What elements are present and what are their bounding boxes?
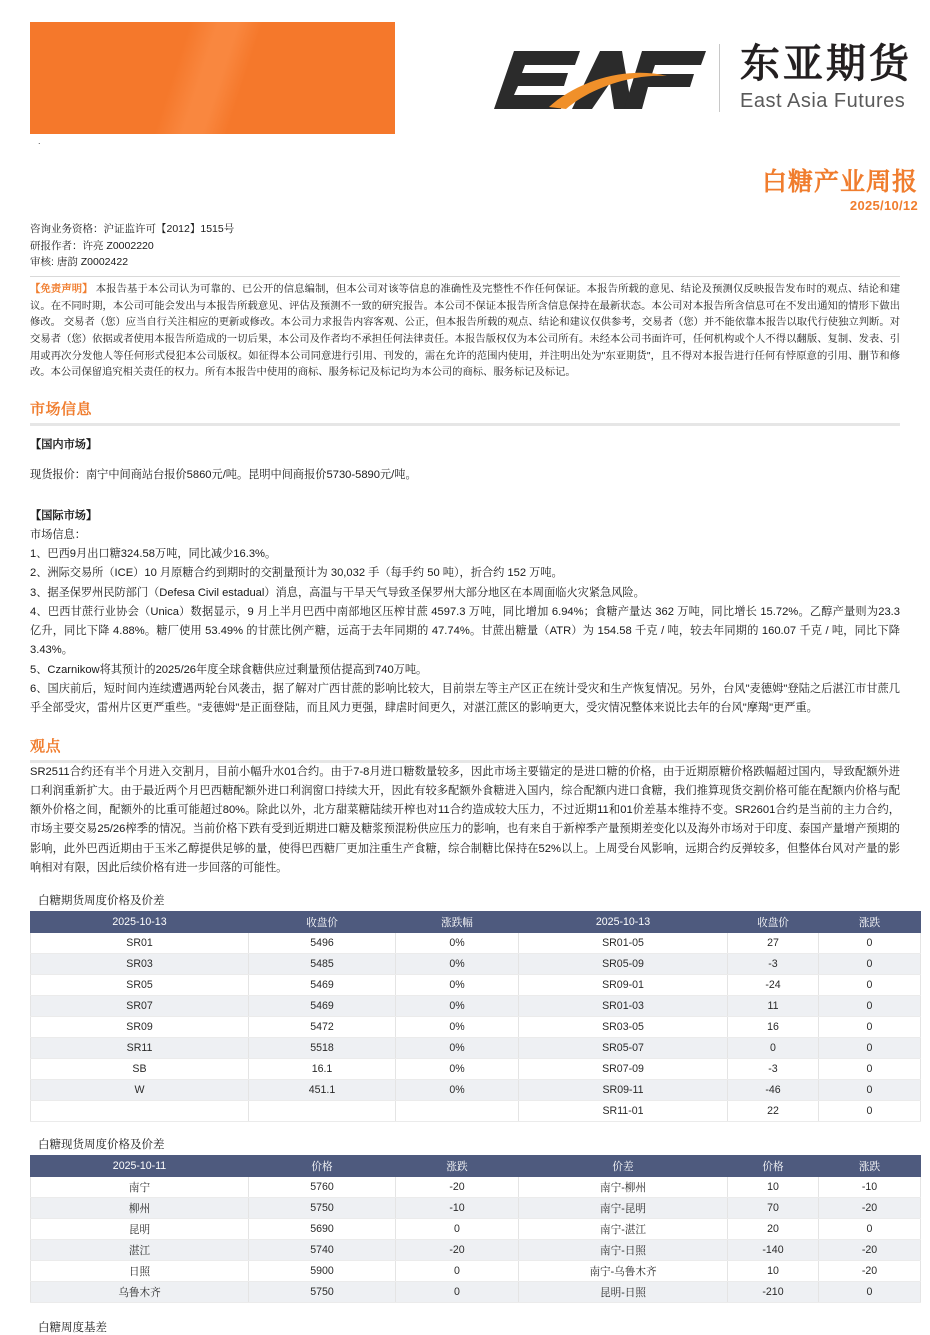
cell: W <box>31 1080 249 1101</box>
cell: 0% <box>396 1038 519 1059</box>
cell: SR05-09 <box>519 954 728 975</box>
stray-punctuation-mark: . <box>38 136 41 146</box>
viewpoint-body <box>30 763 900 879</box>
eaf-logo-icon <box>492 39 707 117</box>
cell: 柳州 <box>31 1198 249 1219</box>
cell <box>31 1101 249 1122</box>
cell: 10 <box>728 1177 819 1198</box>
viewpoint-text: SR2511合约还有半个月进入交割月，目前小幅升水01合约。由于7-8月进口糖数量较多，因此市场主要锚定的是进口糖的价格，由于近期原糖价格跌幅超过国内，导致配额外进口利润重新扩大。由于最近两个月巴西糖配额外进口利润窗口持续大开，因此有较多配额外食糖进入国内，综合配额内进口食糖，我们推算现货交割价格可能在配额内价格与配额外价格之间，配额外的比重可能超过80%。除此以外，北方甜菜糖陆续开榨也对11合约造成较大压力，不过近期11和01价差基本维持不变。SR2601合约是当前的主力合约，市场主要交易25/26榨季的情况。当前价格下跌有受到近期进口糖及糖浆预混粉供应压力的影响，也有来自于新榨季产量预期差变化以及海外市场对于印度、泰国产量增产预期的影响，此外巴西近期由于玉米乙醇提供足够的量，使得巴西糖厂更加注重生产食糖，综合制糖比保持在52%以上。上周受台风影响，远期合约反弹较多，但整体台风对产量的影响相对有限，因此后续价格有进一步回落的可能性。 <box>30 765 900 874</box>
cell: -3 <box>728 954 819 975</box>
col-header: 2025-10-13 <box>31 912 249 933</box>
cell: 0% <box>396 1080 519 1101</box>
cell: -10 <box>819 1177 921 1198</box>
cell: 16 <box>728 1017 819 1038</box>
cell: -140 <box>728 1240 819 1261</box>
cell <box>396 1101 519 1122</box>
table-row <box>31 1261 921 1282</box>
section-title-market-info: 市场信息 <box>30 400 93 419</box>
cell: 0 <box>819 954 921 975</box>
basis-section-caption: 白糖周度基差 <box>38 1322 107 1335</box>
cell: 20 <box>728 1219 819 1240</box>
cell: 昆明-日照 <box>519 1282 728 1303</box>
col-header: 涨跌幅 <box>396 912 519 933</box>
qualification-line: 咨询业务资格：沪证监许可【2012】1515号 <box>30 223 235 236</box>
cell: 南宁-昆明 <box>519 1198 728 1219</box>
cell: -210 <box>728 1282 819 1303</box>
market-item: 6、国庆前后，短时间内连续遭遇两轮台风袭击，据了解对广西甘蔗的影响比较大，目前崇左等主产区正在统计受灾和生产恢复情况。另外，台风"麦德姆"登陆之后湛江市甘蔗几乎全部受灾，雷州片区更严重些。"麦德姆"是正面登陆，而且风力更强，肆虐时间更久，对湛江蔗区的影响更大，受灾情况整体来说比去年的台风"摩羯"更严重。 <box>30 683 900 715</box>
table-row <box>31 954 921 975</box>
brand-logo <box>395 22 920 134</box>
table-row <box>31 1059 921 1080</box>
cell: 0% <box>396 954 519 975</box>
spot-table-caption: 白糖现货周度价格及价差 <box>38 1139 165 1152</box>
cell: 0 <box>819 933 921 954</box>
page-title: 白糖产业周报 <box>761 167 918 196</box>
col-header: 涨跌 <box>819 1156 921 1177</box>
cell: -20 <box>396 1177 519 1198</box>
cell: 0 <box>819 1282 921 1303</box>
table-row <box>31 1177 921 1198</box>
cell: SR07-09 <box>519 1059 728 1080</box>
spot-price-table <box>30 1155 921 1303</box>
cell: 0% <box>396 1059 519 1080</box>
cell: 27 <box>728 933 819 954</box>
table-row <box>31 1282 921 1303</box>
cell: -24 <box>728 975 819 996</box>
cell: 0 <box>819 1219 921 1240</box>
cell: 0 <box>396 1261 519 1282</box>
cell: -46 <box>728 1080 819 1101</box>
cell: 湛江 <box>31 1240 249 1261</box>
cell: 0 <box>819 1017 921 1038</box>
cell: 0% <box>396 975 519 996</box>
reviewer-line: 审核: 唐韵 Z0002422 <box>30 255 129 268</box>
cell: -20 <box>819 1240 921 1261</box>
table-row <box>31 1080 921 1101</box>
cell: 5760 <box>249 1177 396 1198</box>
cell: 451.1 <box>249 1080 396 1101</box>
market-item: 3、据圣保罗州民防部门（Defesa Civil estadual）消息，高温与干旱天气导致圣保罗州大部分地区在本周面临火灾紧急风险。 <box>30 586 645 599</box>
cell: SR01-05 <box>519 933 728 954</box>
cell: 5496 <box>249 933 396 954</box>
cell: SR05 <box>31 975 249 996</box>
cell: 0% <box>396 1017 519 1038</box>
table-row <box>31 975 921 996</box>
table-row <box>31 1038 921 1059</box>
col-header: 收盘价 <box>728 912 819 933</box>
cell: 5900 <box>249 1261 396 1282</box>
cell: SR11 <box>31 1038 249 1059</box>
cell: 0 <box>819 1080 921 1101</box>
cell: 5690 <box>249 1219 396 1240</box>
cell: 5750 <box>249 1198 396 1219</box>
cell: 11 <box>728 996 819 1017</box>
col-header: 价差 <box>519 1156 728 1177</box>
brand-name-cn: 东亚期货 <box>740 41 912 88</box>
domestic-market-label: 【国内市场】 <box>30 439 98 452</box>
cell: 5518 <box>249 1038 396 1059</box>
domestic-market-text: 现货报价：南宁中间商站台报价5860元/吨。昆明中间商报价5730-5890元/吨。 <box>30 469 417 482</box>
cell <box>249 1101 396 1122</box>
cell: 南宁-日照 <box>519 1240 728 1261</box>
table-row <box>31 933 921 954</box>
table-header-row <box>31 1156 921 1177</box>
futures-table-caption: 白糖期货周度价格及价差 <box>38 895 165 908</box>
cell: 5469 <box>249 996 396 1017</box>
cell: -10 <box>396 1198 519 1219</box>
cell: 日照 <box>31 1261 249 1282</box>
cell: SR09-01 <box>519 975 728 996</box>
table-row <box>31 1198 921 1219</box>
cell: 南宁 <box>31 1177 249 1198</box>
section-divider <box>30 423 900 426</box>
cell: -3 <box>728 1059 819 1080</box>
disclaimer-block <box>30 276 900 382</box>
cell: SR03 <box>31 954 249 975</box>
cell: 0% <box>396 933 519 954</box>
col-header: 价格 <box>728 1156 819 1177</box>
cell: SB <box>31 1059 249 1080</box>
futures-price-table <box>30 911 921 1122</box>
cell: 5750 <box>249 1282 396 1303</box>
cell: 0 <box>819 975 921 996</box>
cell: 南宁-湛江 <box>519 1219 728 1240</box>
market-item: 1、巴西9月出口糖324.58万吨，同比减少16.3%。 <box>30 548 277 561</box>
cell: 5740 <box>249 1240 396 1261</box>
cell: 0 <box>396 1282 519 1303</box>
col-header: 2025-10-13 <box>519 912 728 933</box>
cell: 0 <box>819 1101 921 1122</box>
report-date: 2025/10/12 <box>849 198 918 214</box>
market-item: 4、巴西甘蔗行业协会（Unica）数据显示，9 月上半月巴西中南部地区压榨甘蔗 4597.3 万吨，同比增加 6.94%；食糖产量达 362 万吨，同比增长 15.72%。乙醇产量则为23.3 亿升，同比下降 4.88%。糖厂使用 53.49% 的甘蔗比例产糖，远高于去年同期的 47.74%。甘蔗出糖量（ATR）为 154.58 千克 / 吨，较去年同期的 160.07 千克 / 吨，同比下降 3.43%。 <box>30 605 900 657</box>
international-market-intro: 市场信息： <box>30 528 86 541</box>
international-market-label: 【国际市场】 <box>30 509 98 522</box>
cell: 0 <box>728 1038 819 1059</box>
cell: 乌鲁木齐 <box>31 1282 249 1303</box>
section-viewpoint-header <box>30 735 900 763</box>
col-header: 涨跌 <box>819 912 921 933</box>
credits-block <box>30 221 930 270</box>
cell: 5469 <box>249 975 396 996</box>
cell: SR01 <box>31 933 249 954</box>
cell: 10 <box>728 1261 819 1282</box>
cell: SR01-03 <box>519 996 728 1017</box>
cell: 16.1 <box>249 1059 396 1080</box>
cell: 0% <box>396 996 519 1017</box>
cell: 0 <box>396 1219 519 1240</box>
cell: SR09 <box>31 1017 249 1038</box>
author-line: 研报作者：许亮 Z0002220 <box>30 239 154 252</box>
table-header-row <box>31 912 921 933</box>
cell: SR07 <box>31 996 249 1017</box>
cell: 南宁-柳州 <box>519 1177 728 1198</box>
market-item: 5、Czarnikow将其预计的2025/26年度全球食糖供应过剩量预估提高到740万吨。 <box>30 663 428 676</box>
cell: 南宁-乌鲁木齐 <box>519 1261 728 1282</box>
cell: SR11-01 <box>519 1101 728 1122</box>
section-title-viewpoint: 观点 <box>30 736 62 755</box>
table-row <box>31 996 921 1017</box>
cell: 5485 <box>249 954 396 975</box>
disclaimer-tag: 【免责声明】 <box>30 284 93 296</box>
col-header: 收盘价 <box>249 912 396 933</box>
table-row <box>31 1219 921 1240</box>
page-header <box>30 22 920 134</box>
cell: 昆明 <box>31 1219 249 1240</box>
cell: 0 <box>819 1059 921 1080</box>
orange-banner-decoration <box>30 22 395 134</box>
cell: 0 <box>819 1038 921 1059</box>
cell: 70 <box>728 1198 819 1219</box>
report-title-block <box>0 166 930 213</box>
cell: 0 <box>819 996 921 1017</box>
col-header: 2025-10-11 <box>31 1156 249 1177</box>
cell: SR09-11 <box>519 1080 728 1101</box>
cell: SR03-05 <box>519 1017 728 1038</box>
cell: -20 <box>819 1261 921 1282</box>
brand-name-en: East Asia Futures <box>740 89 906 112</box>
section-market-info-header <box>30 398 900 426</box>
cell: -20 <box>396 1240 519 1261</box>
table-row <box>31 1101 921 1122</box>
cell: SR05-07 <box>519 1038 728 1059</box>
table-row <box>31 1240 921 1261</box>
market-info-body <box>30 436 900 718</box>
logo-divider <box>719 44 720 112</box>
table-row <box>31 1017 921 1038</box>
cell: 22 <box>728 1101 819 1122</box>
col-header: 涨跌 <box>396 1156 519 1177</box>
cell: -20 <box>819 1198 921 1219</box>
market-item: 2、洲际交易所（ICE）10 月原糖合约到期时的交割量预计为 30,032 手（每手约 50 吨），折合约 152 万吨。 <box>30 567 563 580</box>
cell: 5472 <box>249 1017 396 1038</box>
col-header: 价格 <box>249 1156 396 1177</box>
disclaimer-text: 本报告基于本公司认为可靠的、已公开的信息编制，但本公司对该等信息的准确性及完整性不作任何保证。本报告所载的意见、结论及预测仅反映报告发布时的观点、结论和建议。在不同时期，本公司可能会发出与本报告所载意见、评估及预测不一致的研究报告。本公司不保证本报告所含信息保持在最新状态。本公司对本报告所含信息可在不发出通知的情形下做出修改。 交易者（您）应当自行关注相应的更新或修改。本公司力求报告内容客观、公正，但本报告所载的观点、结论和建议仅供参考，交易者（您）并不能依靠本报告以取代行使独立判断。对交易者（您）依据或者使用本报告所造成的一切后果，本公司及作者均不承担任何法律责任。本报告版权仅为本公司所有。未经本公司书面许可，任何机构或个人不得以翻版、复制、发表、引用或再次分发他人等任何形式侵犯本公司版权。如征得本公司同意进行引用、刊发的，需在允许的范围内使用，并注明出处为"东亚期货"，且不得对本报告进行任何有悖原意的引用、删节和修改。本公司保留追究相关责任的权力。所有本报告中使用的商标、服务标记及标记均为本公司的商标、服务标记及标记。 <box>30 284 900 379</box>
